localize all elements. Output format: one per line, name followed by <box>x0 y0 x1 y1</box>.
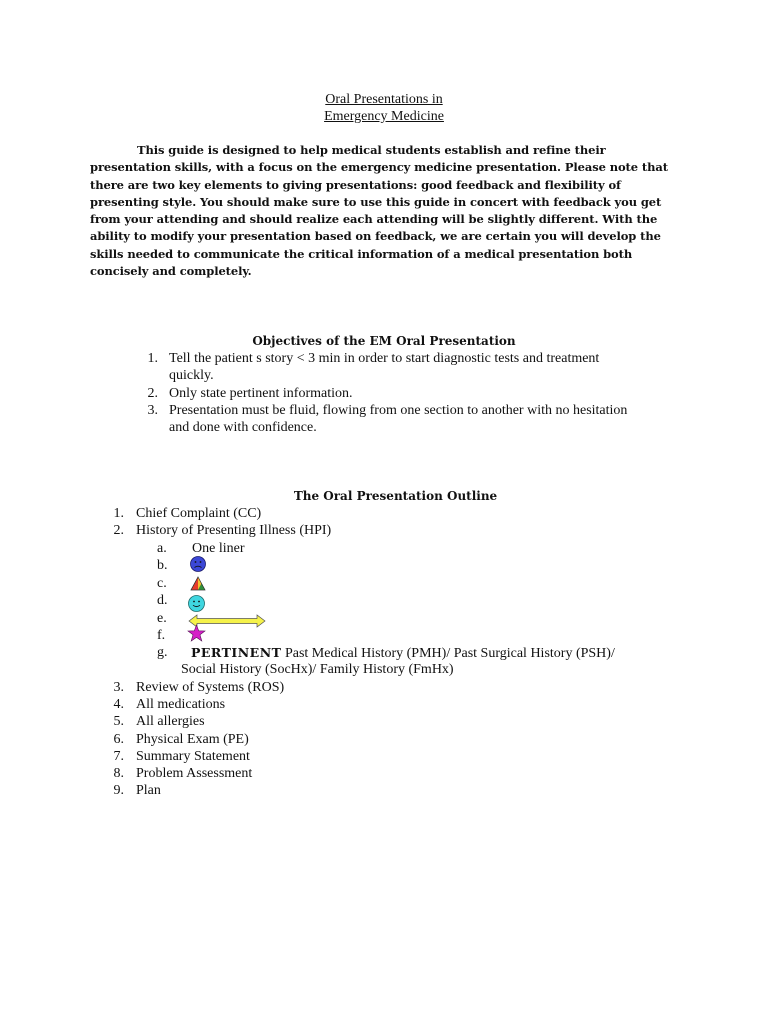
star-icon <box>187 624 206 642</box>
document-title-line1: Oral Presentations in <box>325 92 443 107</box>
list-number: 9. <box>113 783 124 798</box>
smile-face-icon <box>187 594 206 613</box>
document-title-line2: Emergency Medicine <box>324 109 444 124</box>
outline-heading: The Oral Presentation Outline <box>293 489 498 503</box>
outline-text: Plan <box>136 783 161 798</box>
list-number: 1. <box>113 506 124 521</box>
sub-letter: g. <box>157 645 168 660</box>
sub-text-continued: Social History (SocHx)/ Family History (FmHx) <box>181 662 454 678</box>
list-number: 3. <box>147 403 158 418</box>
sub-text <box>191 644 615 662</box>
sub-letter: f. <box>157 628 166 643</box>
list-number: 3. <box>113 680 124 695</box>
list-number: 2. <box>113 523 124 538</box>
outline-text: Review of Systems (ROS) <box>136 680 285 695</box>
list-number: 8. <box>113 766 124 781</box>
pertinent-label: PERTINENT <box>191 645 282 660</box>
list-number: 7. <box>113 749 124 764</box>
outline-text: History of Presenting Illness (HPI) <box>136 523 332 538</box>
sub-letter: d. <box>157 593 168 608</box>
objective-text-continued: quickly. <box>169 368 214 384</box>
list-number: 4. <box>113 697 124 712</box>
outline-text: Physical Exam (PE) <box>136 732 249 747</box>
outline-text: Problem Assessment <box>136 766 253 781</box>
sub-letter: c. <box>157 576 167 591</box>
sub-letter: a. <box>157 541 167 556</box>
outline-text: All medications <box>136 697 226 712</box>
sub-letter: b. <box>157 558 168 573</box>
objective-text: Only state pertinent information. <box>169 386 353 401</box>
outline-text: Summary Statement <box>136 749 250 764</box>
list-number: 5. <box>113 714 124 729</box>
outline-text: All allergies <box>136 714 205 729</box>
list-number: 1. <box>147 351 158 366</box>
list-number: 2. <box>147 386 158 401</box>
list-number: 6. <box>113 732 124 747</box>
outline-text: Chief Complaint (CC) <box>136 506 262 521</box>
objective-text: Presentation must be fluid, flowing from one section to another with no hesitation <box>169 403 628 418</box>
frown-face-icon <box>189 555 207 573</box>
sub-text: One liner <box>192 541 245 556</box>
objective-text: Tell the patient s story < 3 min in order to start diagnostic tests and treatment <box>169 351 600 366</box>
sub-letter: e. <box>157 611 167 626</box>
triangle-icon <box>190 576 206 591</box>
pmh-psh-text: Past Medical History (PMH)/ Past Surgical History (PSH)/ <box>281 646 615 661</box>
intro-paragraph: This guide is designed to help medical students establish and refine their presentation skills, with a focus on the emergency medicine presentation. Please note that there are two key elements to giving presentations: good feedback and flexibility of presenting style. You should make sure to use this guide in concert with feedback you get from your attending and should realize each attending will be slightly different. With the ability to modify your presentation based on feedback, we are certain you will develop the skills needed to communicate the critical information of a medical presentation both concisely and completely. <box>90 143 668 279</box>
objective-text-continued: and done with confidence. <box>169 420 317 436</box>
objectives-heading: Objectives of the EM Oral Presentation <box>252 334 516 348</box>
